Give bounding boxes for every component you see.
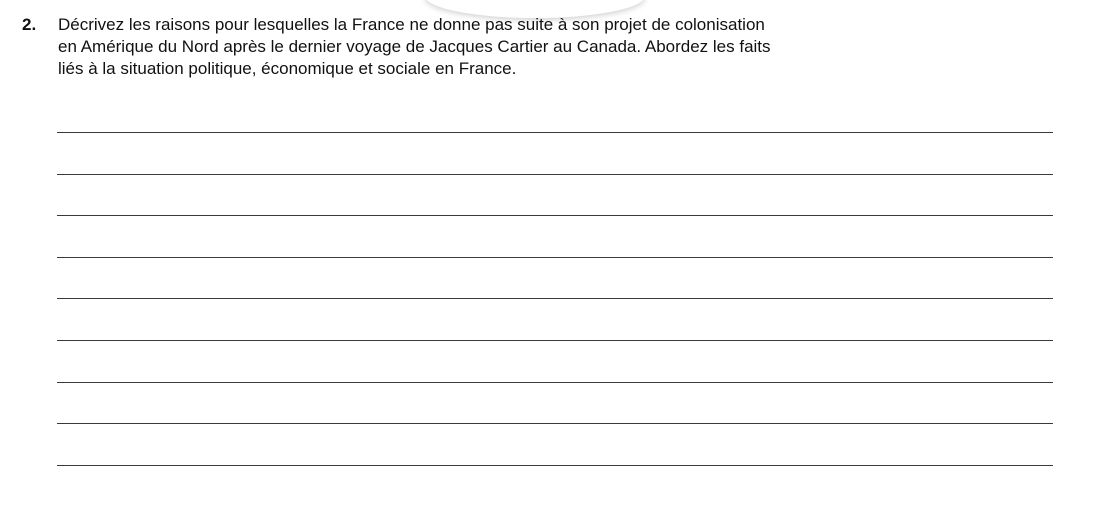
answer-line[interactable] xyxy=(57,340,1053,341)
question-text-line: liés à la situation politique, économique et sociale en France. xyxy=(58,59,517,78)
answer-line[interactable] xyxy=(57,215,1053,216)
answer-line[interactable] xyxy=(57,423,1053,424)
answer-line[interactable] xyxy=(57,257,1053,258)
answer-line[interactable] xyxy=(57,174,1053,175)
question-number: 2. xyxy=(22,15,37,34)
answer-line[interactable] xyxy=(57,298,1053,299)
answer-line[interactable] xyxy=(57,465,1053,466)
answer-line[interactable] xyxy=(57,132,1053,133)
question-text-line: Décrivez les raisons pour lesquelles la France ne donne pas suite à son projet de colonisation xyxy=(58,15,765,34)
answer-line[interactable] xyxy=(57,382,1053,383)
question-text xyxy=(58,14,1018,80)
question-text-line: en Amérique du Nord après le dernier voyage de Jacques Cartier au Canada. Abordez les faits xyxy=(58,37,771,56)
